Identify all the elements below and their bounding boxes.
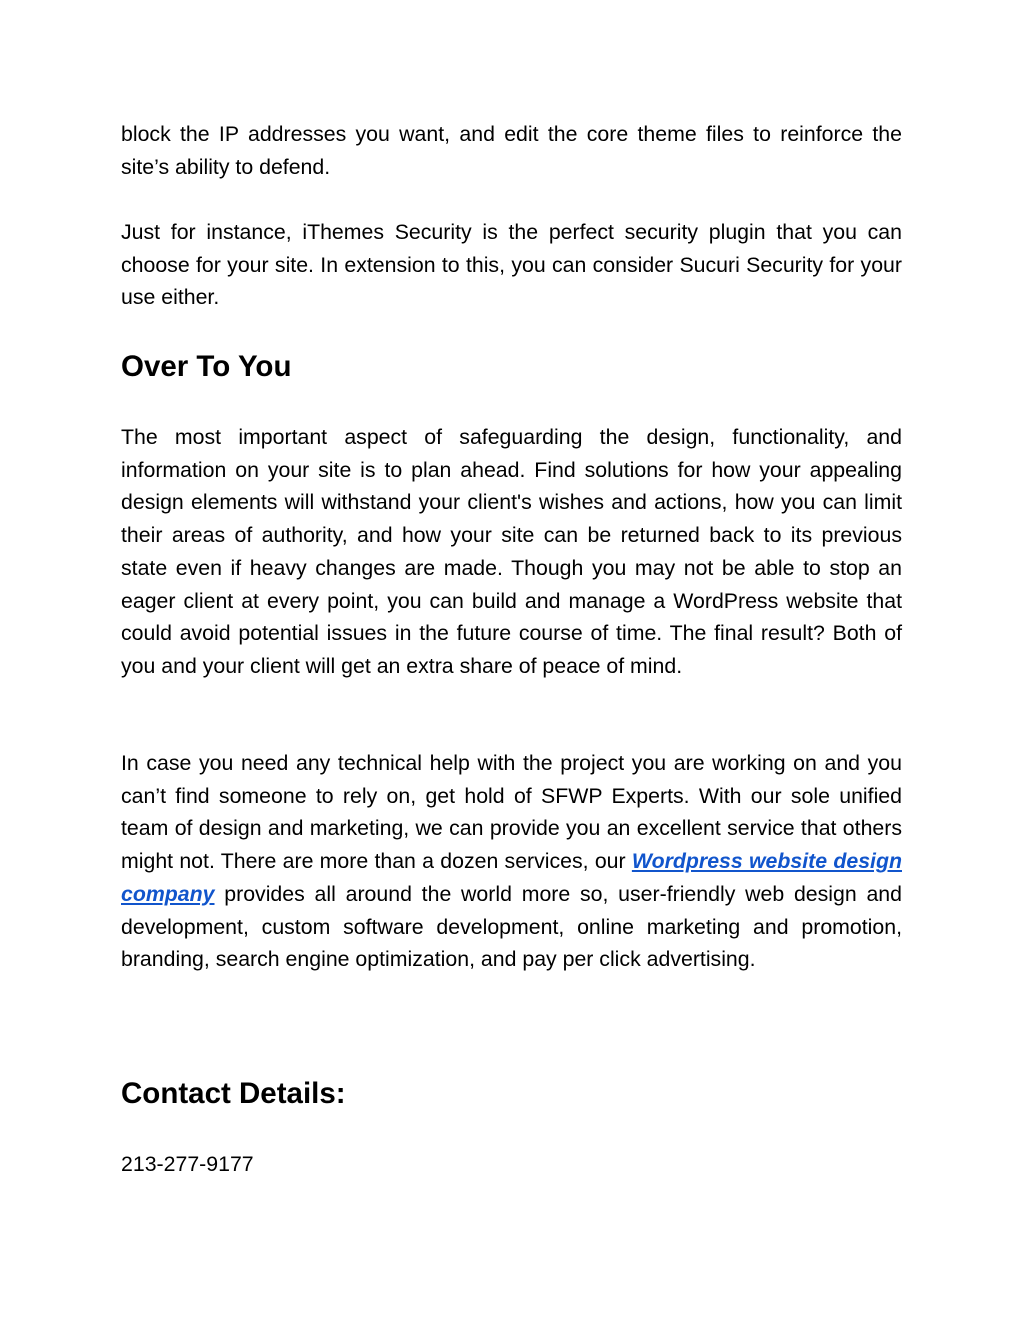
paragraph-technical-help-text-start: In case you need any technical help with the project you are working on and you can’t find someone to rely on, get hold of SFWP Experts. With our sole unified team of design and marketing, we can provide you an excellent service that others might not. There are more than a dozen services, our bbox=[121, 751, 902, 874]
wordpress-design-company-link[interactable]: Wordpress website design company bbox=[121, 849, 902, 906]
paragraph-plan-ahead: The most important aspect of safeguarding the design, functionality, and information on your site is to plan ahead. Find solutions for how your appealing design elements will withstand your client's wishes and actions, how you can limit their areas of authority, and how your site can be returned back to its previous state even if heavy changes are made. Though you may not be able to stop an eager client at every point, you can build and manage a WordPress website that could avoid potential issues in the future course of time. The final result? Both of you and your client will get an extra share of peace of mind. bbox=[121, 425, 902, 678]
heading-over-to-you: Over To You bbox=[121, 350, 292, 383]
paragraph-technical-help-text-end: provides all around the world more so, user-friendly web design and development, custom software development, online marketing and promotion, branding, search engine optimization, and pay per click advertising. bbox=[121, 881, 902, 972]
contact-phone: 213-277-9177 bbox=[121, 1152, 254, 1176]
paragraph-defense: block the IP addresses you want, and edit the core theme files to reinforce the site’s ability to defend. bbox=[121, 122, 902, 179]
paragraph-technical-help bbox=[121, 747, 902, 976]
paragraph-security-plugins: Just for instance, iThemes Security is the perfect security plugin that you can choose for your site. In extension to this, you can consider Sucuri Security for your use either. bbox=[121, 220, 902, 310]
heading-contact-details: Contact Details: bbox=[121, 1077, 346, 1110]
